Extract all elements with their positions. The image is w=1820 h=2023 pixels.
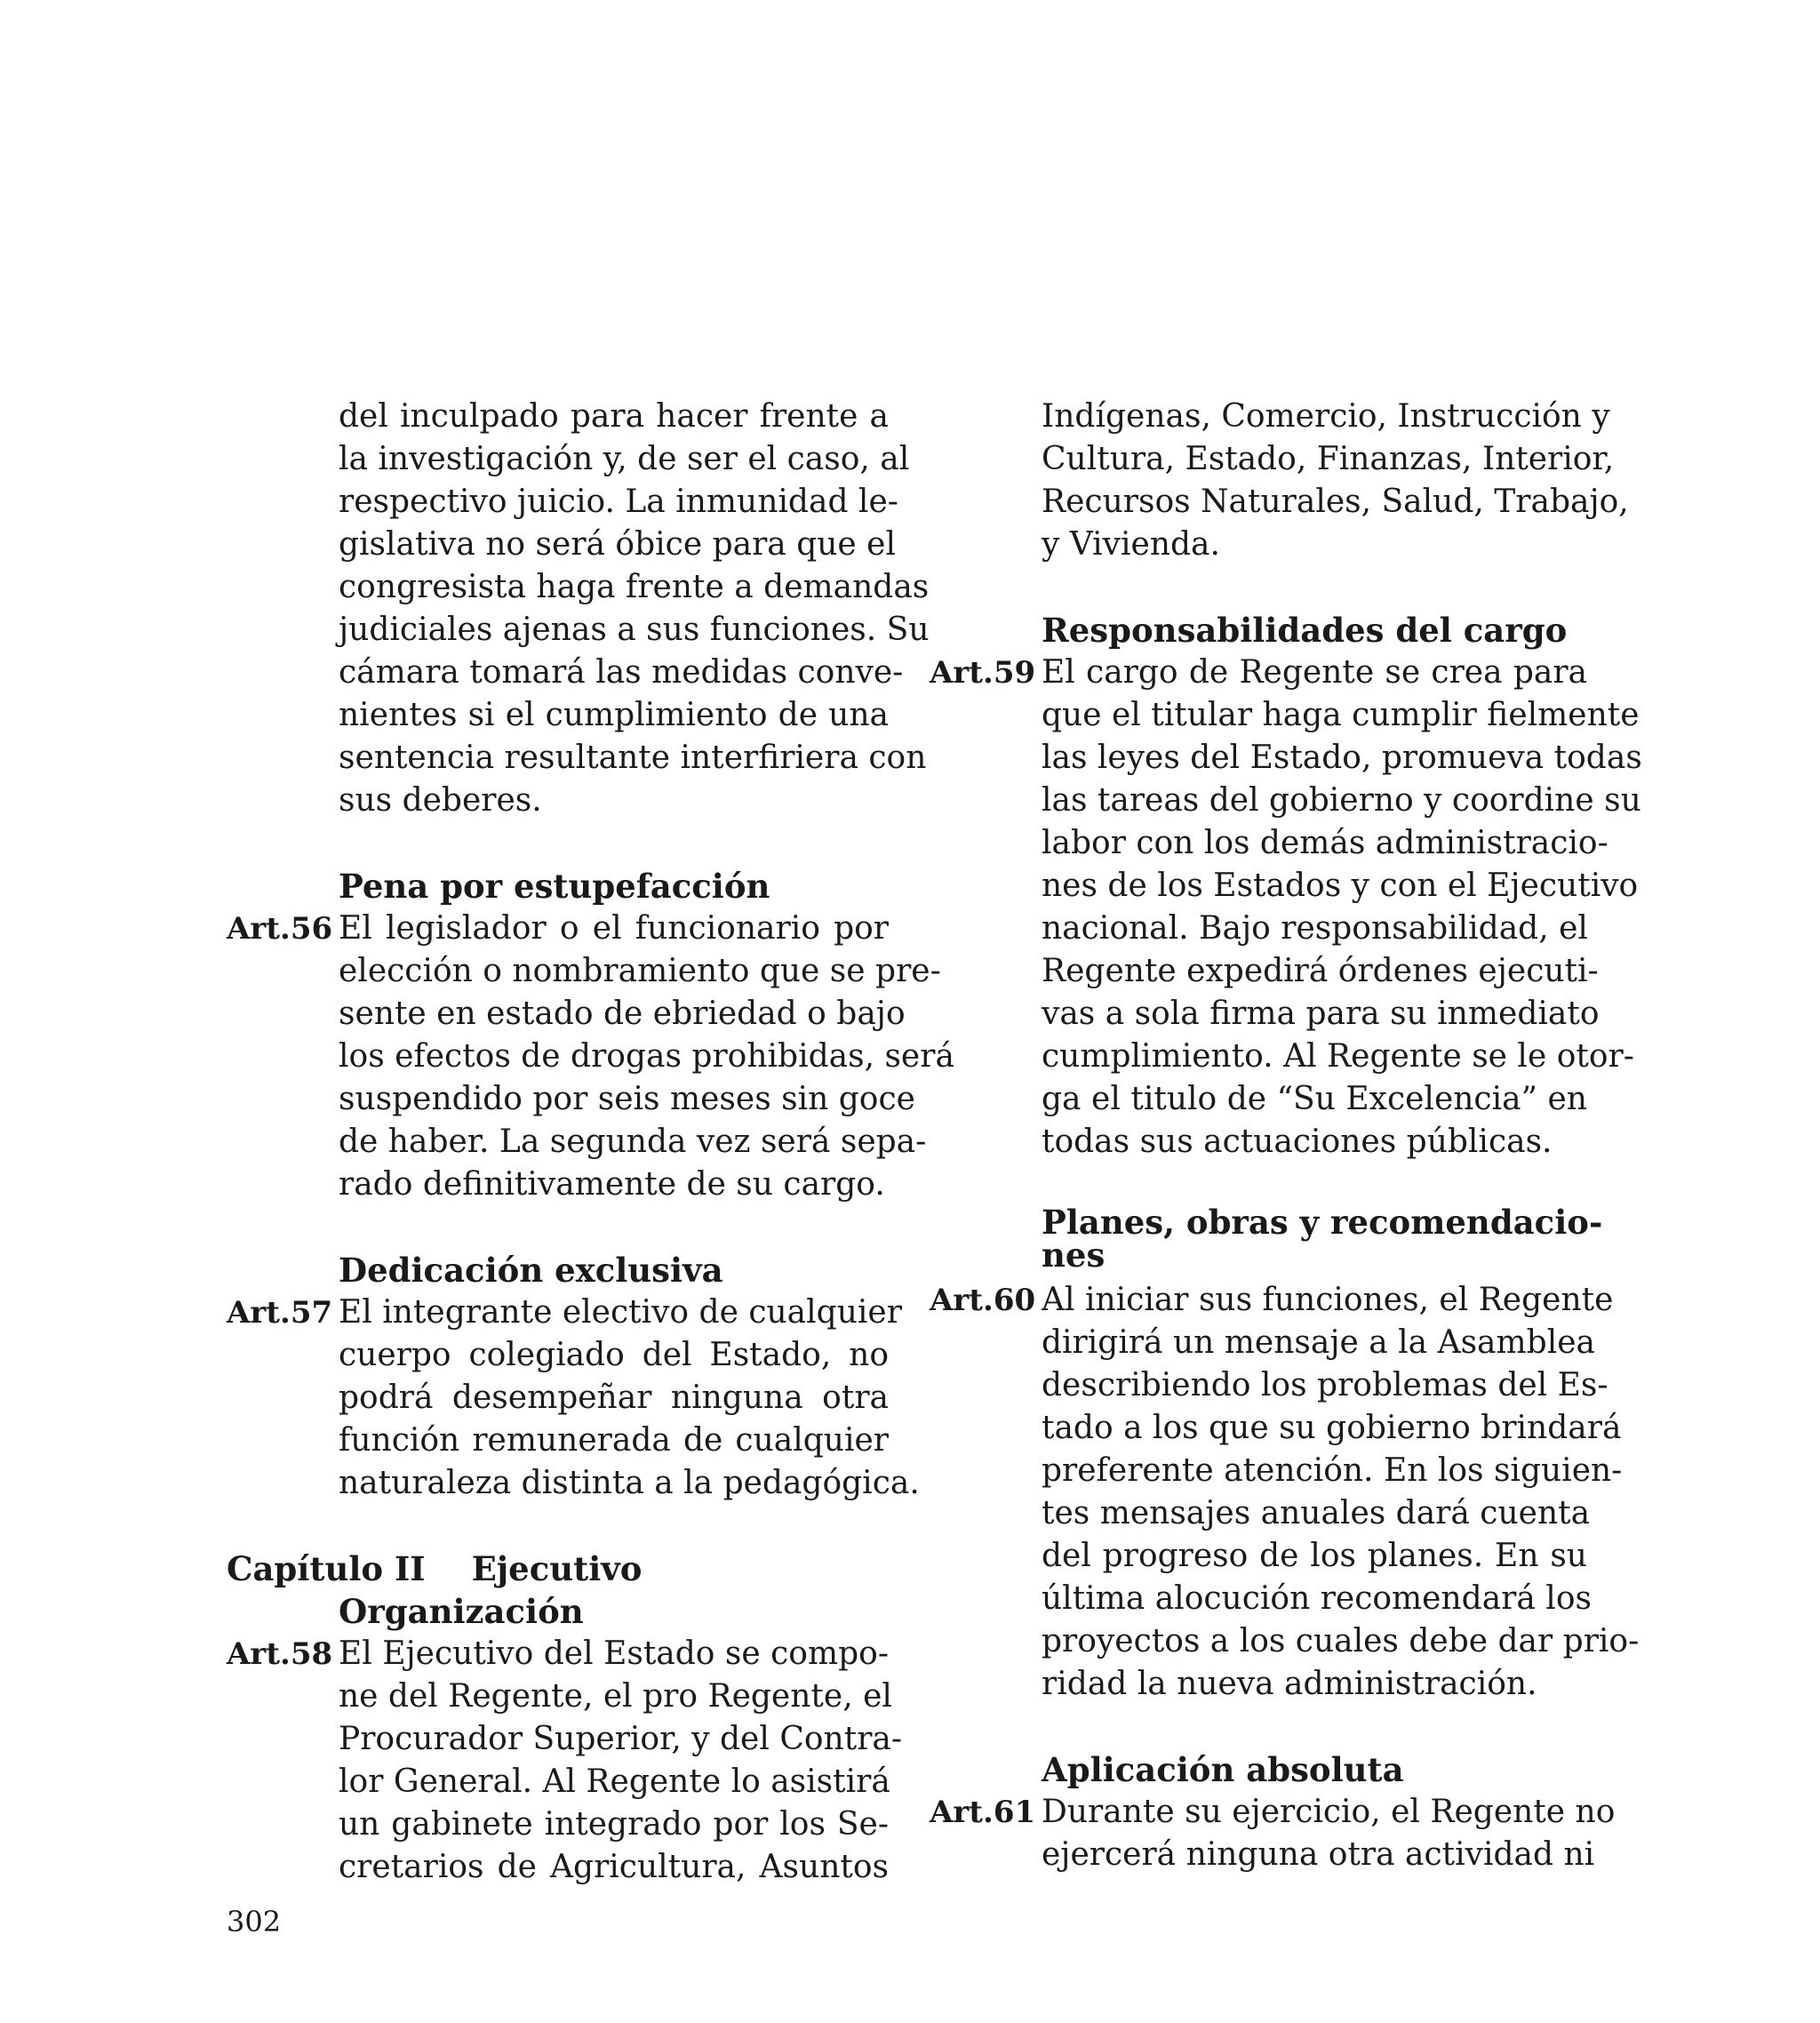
- text-line: Recursos Naturales, Salud, Trabajo,: [1042, 484, 1629, 520]
- text-line: los efectos de drogas prohibidas, será: [339, 1038, 954, 1075]
- text-line: que el titular haga cumplir fielmente: [1042, 697, 1640, 733]
- text-line: Al iniciar sus funciones, el Regente: [1042, 1282, 1614, 1318]
- text-line: labor con los demás administracio-: [1042, 825, 1608, 861]
- right-intro-paragraph: [1042, 396, 1629, 566]
- text-line: tes mensajes anuales dará cuenta: [1042, 1495, 1591, 1531]
- text-line: dirigirá un mensaje a la Asamblea: [1042, 1324, 1595, 1361]
- text-line: ga el titulo de “Su Excelencia” en: [1042, 1081, 1587, 1117]
- text-line: cumplimiento. Al Regente se le otor-: [1042, 1038, 1634, 1075]
- text-line: nacional. Bajo responsabilidad, el: [1042, 910, 1588, 947]
- article-58: [227, 1633, 903, 1889]
- article-56-body: [339, 908, 954, 1206]
- text-line: sente en estado de ebriedad o bajo: [339, 996, 906, 1032]
- text-line: El Ejecutivo del Estado se compo-: [339, 1635, 889, 1672]
- article-58-heading: Organización: [339, 1592, 584, 1631]
- article-60-body: [1042, 1279, 1640, 1706]
- text-line: cuerpo colegiado del Estado, no: [339, 1337, 889, 1373]
- text-line: cámara tomará las medidas conve-: [339, 654, 904, 691]
- article-58-label: Art.58: [227, 1636, 333, 1672]
- text-line: congresista haga frente a demandas: [339, 569, 930, 605]
- text-line: sentencia resultante interfiriera con: [339, 740, 927, 776]
- text-line: naturaleza distinta a la pedagógica.: [339, 1465, 920, 1501]
- right-column: [930, 396, 1642, 1876]
- text-line: la investigación y, de ser el caso, al: [339, 441, 910, 477]
- text-line: tado a los que su gobierno brindará: [1042, 1410, 1622, 1446]
- text-line: del progreso de los planes. En su: [1042, 1538, 1587, 1574]
- article-59-label: Art.59: [930, 655, 1036, 691]
- text-line: describiendo los problemas del Es-: [1042, 1367, 1608, 1403]
- text-line: judiciales ajenas a sus funciones. Su: [339, 612, 930, 648]
- article-60-heading: [1042, 1203, 1603, 1275]
- article-61-heading: Aplicación absoluta: [1042, 1750, 1404, 1789]
- text-line: podrá desempeñar ninguna otra: [339, 1379, 889, 1416]
- article-61-label: Art.61: [930, 1795, 1036, 1830]
- article-57-body: [339, 1291, 920, 1505]
- article-60: [930, 1279, 1640, 1706]
- left-intro-paragraph: [339, 396, 930, 822]
- text-line: nientes si el cumplimiento de una: [339, 697, 889, 733]
- text-line: El legislador o el funcionario por: [339, 910, 889, 947]
- text-line: proyectos a los cuales debe dar prio-: [1042, 1623, 1640, 1659]
- chapter-heading: [227, 1547, 889, 1590]
- text-line: última alocución recomendará los: [1042, 1580, 1592, 1617]
- text-line: rado definitivamente de su cargo.: [339, 1166, 885, 1203]
- article-60-heading-line-2: nes: [1042, 1235, 1106, 1275]
- text-line: Procurador Superior, y del Contra-: [339, 1721, 903, 1757]
- text-line: Regente expedirá órdenes ejecuti-: [1042, 953, 1599, 989]
- text-line: Indígenas, Comercio, Instrucción y: [1042, 398, 1610, 435]
- text-line: de haber. La segunda vez será sepa-: [339, 1123, 927, 1160]
- chapter-label: Capítulo II: [227, 1549, 426, 1588]
- page-number: 302: [227, 1905, 282, 1939]
- text-line: un gabinete integrado por los Se-: [339, 1806, 889, 1843]
- text-line: cretarios de Agricultura, Asuntos: [339, 1849, 889, 1885]
- text-line: nes de los Estados y con el Ejecutivo: [1042, 868, 1639, 904]
- text-line: El integrante electivo de cualquier: [339, 1294, 902, 1331]
- left-column: [227, 396, 954, 1889]
- text-line: preferente atención. En los siguien-: [1042, 1452, 1623, 1489]
- text-line: y Vivienda.: [1042, 526, 1220, 563]
- text-line: respectivo juicio. La inmunidad le-: [339, 484, 898, 520]
- article-56-heading: Pena por estupefacción: [339, 867, 770, 906]
- article-57-label: Art.57: [227, 1295, 333, 1331]
- article-57: [227, 1291, 920, 1505]
- text-line: las leyes del Estado, promueva todas: [1042, 740, 1642, 776]
- article-56-label: Art.56: [227, 911, 333, 947]
- text-line: del inculpado para hacer frente a: [339, 398, 889, 435]
- article-61: [930, 1791, 1616, 1876]
- text-line: El cargo de Regente se crea para: [1042, 654, 1587, 691]
- article-59-body: [1042, 652, 1642, 1163]
- text-line: lor General. Al Regente lo asistirá: [339, 1763, 890, 1800]
- text-line: gislativa no será óbice para que el: [339, 526, 896, 563]
- text-line: sus deberes.: [339, 782, 542, 819]
- text-line: elección o nombramiento que se pre-: [339, 953, 941, 989]
- text-line: suspendido por seis meses sin goce: [339, 1081, 915, 1117]
- article-61-body: [1042, 1791, 1616, 1876]
- chapter-title: Ejecutivo: [471, 1549, 643, 1588]
- article-60-heading-line-1: Planes, obras y recomendacio-: [1042, 1203, 1603, 1242]
- text-line: ne del Regente, el pro Regente, el: [339, 1678, 892, 1715]
- article-57-heading: Dedicación exclusiva: [339, 1251, 723, 1290]
- article-60-label: Art.60: [930, 1283, 1036, 1318]
- text-line: ejercerá ninguna otra actividad ni: [1042, 1836, 1595, 1873]
- article-59-heading: Responsabilidades del cargo: [1042, 611, 1568, 650]
- text-line: función remunerada de cualquier: [339, 1422, 889, 1459]
- text-line: ridad la nueva administración.: [1042, 1666, 1537, 1702]
- article-59: [930, 652, 1642, 1163]
- article-58-body: [339, 1633, 903, 1889]
- text-line: las tareas del gobierno y coordine su: [1042, 782, 1641, 819]
- text-line: vas a sola firma para su inmediato: [1042, 996, 1600, 1032]
- text-line: todas sus actuaciones públicas.: [1042, 1123, 1553, 1160]
- text-line: Cultura, Estado, Finanzas, Interior,: [1042, 441, 1615, 477]
- text-line: Durante su ejercicio, el Regente no: [1042, 1794, 1616, 1830]
- article-56: [227, 908, 954, 1206]
